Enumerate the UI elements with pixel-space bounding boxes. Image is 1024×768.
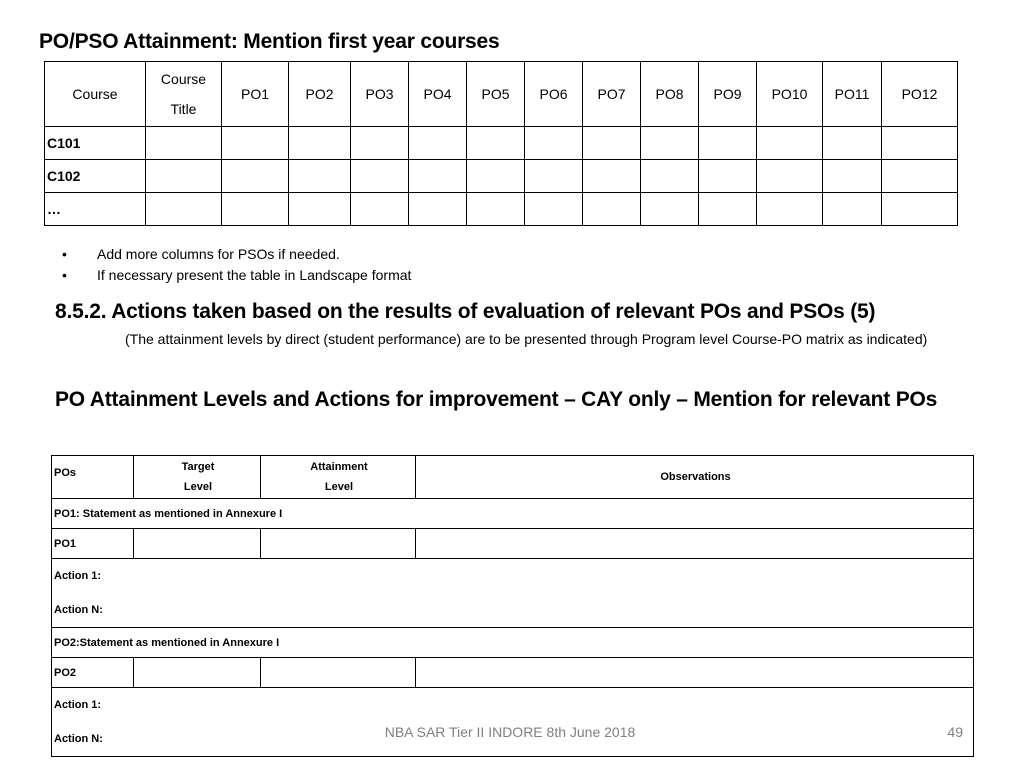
po-attainment-table — [51, 455, 974, 757]
header-target-level: Target Level — [134, 456, 261, 499]
header-po2: PO2 — [289, 62, 351, 127]
cell — [757, 160, 823, 193]
header-po8: PO8 — [641, 62, 699, 127]
cell — [467, 160, 525, 193]
cell — [134, 529, 261, 559]
cell — [351, 160, 409, 193]
header-observations: Observations — [416, 456, 974, 499]
cell — [289, 127, 351, 160]
cell — [641, 127, 699, 160]
po2-statement: PO2:Statement as mentioned in Annexure I — [52, 628, 974, 658]
header-po3: PO3 — [351, 62, 409, 127]
header-po11: PO11 — [823, 62, 882, 127]
header-po7: PO7 — [583, 62, 641, 127]
cell — [823, 193, 882, 226]
attainment-heading: PO Attainment Levels and Actions for improvement – CAY only – Mention for relevant POs — [55, 388, 938, 411]
notes-list — [62, 244, 411, 286]
page-number: 49 — [947, 724, 963, 740]
cell — [583, 127, 641, 160]
cell — [757, 127, 823, 160]
header-po12: PO12 — [882, 62, 958, 127]
table-row — [52, 499, 974, 529]
table-header-row — [52, 456, 974, 499]
header-attainment-level: Attainment Level — [261, 456, 416, 499]
section-note: (The attainment levels by direct (student performance) are to be presented through Program level Course-PO matrix as indicated) — [125, 331, 928, 347]
po2-label: PO2 — [52, 658, 134, 688]
cell — [409, 193, 467, 226]
cell — [146, 160, 222, 193]
header-po6: PO6 — [525, 62, 583, 127]
cell — [699, 127, 757, 160]
cell — [699, 160, 757, 193]
table-row — [45, 160, 958, 193]
header-pos: POs — [52, 456, 134, 499]
cell — [525, 127, 583, 160]
cell — [525, 193, 583, 226]
page-title: PO/PSO Attainment: Mention first year courses — [39, 30, 500, 53]
list-item: • Add more columns for PSOs if needed. — [62, 244, 411, 265]
table-row — [52, 628, 974, 658]
cell — [351, 193, 409, 226]
cell — [757, 193, 823, 226]
cell — [583, 160, 641, 193]
cell — [261, 658, 416, 688]
cell — [222, 127, 289, 160]
header-course-title: Course Title — [146, 62, 222, 127]
list-item: • If necessary present the table in Landscape format — [62, 265, 411, 286]
cell — [134, 658, 261, 688]
table-row — [52, 559, 974, 628]
table-header-row — [45, 62, 958, 127]
header-po1: PO1 — [222, 62, 289, 127]
header-po9: PO9 — [699, 62, 757, 127]
cell — [351, 127, 409, 160]
cell — [261, 529, 416, 559]
cell — [823, 127, 882, 160]
po1-actions: Action 1: Action N: — [52, 559, 974, 628]
cell — [222, 160, 289, 193]
cell — [146, 127, 222, 160]
cell — [416, 529, 974, 559]
cell — [289, 160, 351, 193]
table-row — [52, 529, 974, 559]
cell — [467, 193, 525, 226]
cell — [882, 127, 958, 160]
cell — [416, 658, 974, 688]
table-row — [52, 658, 974, 688]
header-po10: PO10 — [757, 62, 823, 127]
cell — [823, 160, 882, 193]
cell — [467, 127, 525, 160]
cell — [289, 193, 351, 226]
header-po5: PO5 — [467, 62, 525, 127]
row-label: C102 — [45, 160, 146, 193]
cell — [699, 193, 757, 226]
cell — [409, 160, 467, 193]
header-po4: PO4 — [409, 62, 467, 127]
po1-statement: PO1: Statement as mentioned in Annexure I — [52, 499, 974, 529]
header-course: Course — [45, 62, 146, 127]
cell — [409, 127, 467, 160]
section-heading: 8.5.2. Actions taken based on the results of evaluation of relevant POs and PSOs (5) — [55, 300, 876, 323]
cell — [583, 193, 641, 226]
cell — [882, 160, 958, 193]
table-row — [45, 127, 958, 160]
cell — [641, 160, 699, 193]
footer-text: NBA SAR Tier II INDORE 8th June 2018 — [384, 724, 636, 740]
po2-actions: Action 1: Action N: — [52, 688, 974, 757]
po1-label: PO1 — [52, 529, 134, 559]
cell — [146, 193, 222, 226]
table-row — [45, 193, 958, 226]
row-label: C101 — [45, 127, 146, 160]
table-row — [52, 688, 974, 757]
cell — [641, 193, 699, 226]
first-year-courses-table — [44, 61, 958, 226]
cell — [525, 160, 583, 193]
cell — [882, 193, 958, 226]
cell — [222, 193, 289, 226]
row-label: … — [45, 193, 146, 226]
